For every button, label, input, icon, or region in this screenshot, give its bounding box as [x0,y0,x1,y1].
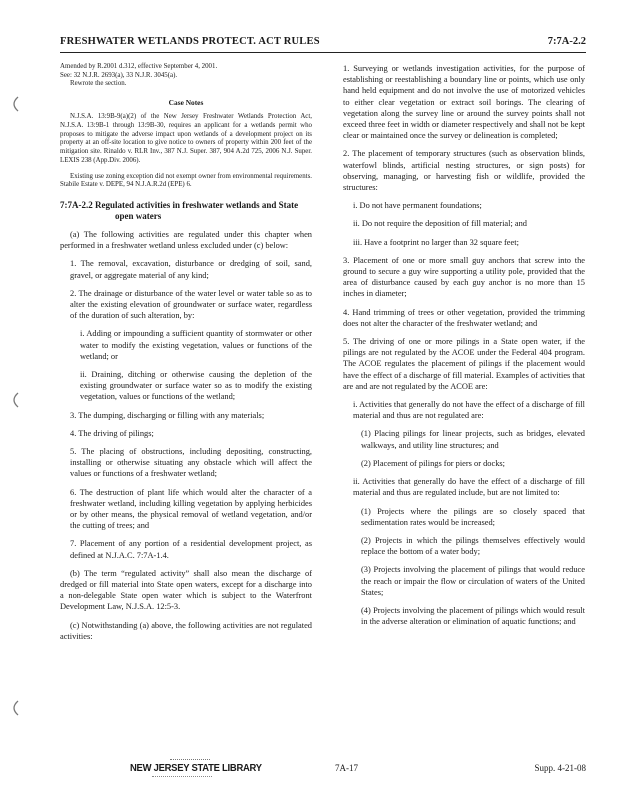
list-item: 3. Placement of one or more small guy anchors that screw into the ground to secure a guy wire supporting a utility pole, provided that the area of disturbance caused by each guy anchor is no more than 15 inches in diameter; [343,255,585,299]
list-subsubitem: (1) Placing pilings for linear projects, such as bridges, elevated walkways, and utility line structures; and [361,429,585,450]
list-subitem: ii. Do not require the deposition of fill material; and [353,219,527,229]
paragraph-c: (c) Notwithstanding (a) above, the following activities are not regulated activities: [60,620,312,641]
list-item: 3. The dumping, discharging or filling with any materials; [70,410,265,420]
list-subitem: i. Do not have permanent foundations; [353,201,482,211]
list-subsubitem: (2) Placement of pilings for piers or docks; [361,458,505,468]
paragraph-b: (b) The term “regulated activity” shall also mean the discharge of dredged or fill material into State open waters, except for a discharge into a non-delegable State open water which is subject to the Waterfront Development Law, N.J.S.A. 12:5-3. [60,568,312,612]
section-heading: 7:7A-2.2 Regulated activities in freshwater wetlands and State open waters [60,199,299,221]
list-subsubitem: (2) Projects in which the pilings themselves effectively would replace the bottom of a water body; [361,535,585,557]
list-item: 1. Surveying or wetlands investigation activities, for the purpose of establishing or reestablishing a boundary line or points, which use only hand held equipment and do not involve the use of motorized vehicles to either clear vegetation or extract soil borings. The clearing of vegetation along the survey line or around the survey points shall not exceed three feet in width or diameter respectively and shall not be kept clear or maintained once the survey or delineation is completed; [343,64,585,141]
page-number: 7A-17 [335,763,358,773]
list-item: 4. Hand trimming of trees or other vegetation, provided the trimming does not alter the character of the freshwater wetland; and [343,307,585,328]
right-column [333,63,585,634]
running-header [60,34,586,53]
library-stamp-decoration [152,776,212,781]
history-line: Rewrote the section. [70,80,127,88]
header-section-number: 7:7A-2.2 [547,36,586,47]
case-notes-heading: Case Notes [168,98,204,108]
case-note: Existing use zoning exception did not exempt owner from environmental requirements. Stabile Estate v. DEPE, 94 N.J.A.R.2d (EPE) 6. [60,172,312,189]
punch-hole-mark [8,96,20,112]
list-item: 7. Placement of any portion of a residential development project, as defined at N.J.A.C. 7:7A-1.4. [70,539,312,560]
header-title: FRESHWATER WETLANDS PROTECT. ACT RULES [60,36,320,47]
library-stamp: NEW JERSEY STATE LIBRARY [130,762,262,774]
punch-hole-mark [8,392,20,408]
case-note: N.J.S.A. 13:9B-9(a)(2) of the New Jersey Freshwater Wetlands Protection Act, N.J.S.A. 13:9B-1 through 13:9B-30, requires an applicant for a wetlands permit who proposes to mitigate the adverse impact upon wetlands of a development project on its property at an off-site location to give notice to owners of property within 200 feet of the mitigation site. Rinaldo v. RLR Inv., 387 N.J. Super. 387, 904 A.2d 725, 2006 N.J. Super. LEXIS 238 (App.Div. 2006). [60,113,312,164]
list-item: 6. The destruction of plant life which would alter the character of a freshwater wetland, including killing vegetation by applying herbicides or by other means, the physical removal of wetland vegetation, and/or the cutting of trees; and [70,487,312,531]
amendment-history [60,63,312,89]
list-item: 1. The removal, excavation, disturbance or dredging of soil, sand, gravel, or aggregate material of any kind; [70,259,312,280]
list-subitem: ii. Activities that generally do have the effect of a discharge of fill material and thus are regulated include, but are not limited to: [353,477,585,498]
history-line: See: 32 N.J.R. 2693(a), 33 N.J.R. 3045(a). [60,71,178,79]
left-column [60,63,312,649]
list-item: 5. The driving of one or more pilings in a State open water, if the pilings are not regulated by the ACOE under the Federal 404 program. The ACOE regulates the placement of pilings if the placement would have the effect of a discharge of fill material. Examples of activities that are and are not regulated by the ACOE are: [343,337,585,391]
list-item: 5. The placing of obstructions, including depositing, constructing, installing or otherwise situating any obstacle which will affect the values or functions of a freshwater wetland; [70,446,312,479]
page-footer [60,762,586,786]
library-stamp-decoration [170,753,210,760]
list-subsubitem: (3) Projects involving the placement of pilings that would reduce the reach or impair the flow or circulation of waters of the United States; [361,565,585,597]
paragraph-a: (a) The following activities are regulated under this chapter when performed in a freshwater wetland unless excluded under (c) below: [60,229,312,251]
punch-hole-mark [8,700,20,716]
supplement-date: Supp. 4-21-08 [534,763,586,773]
list-item: 4. The driving of pilings; [70,428,154,438]
list-subitem: ii. Draining, ditching or otherwise causing the depletion of the existing groundwater or surface water so as to modify the existing vegetation, values or functions of the wetland; [80,369,312,402]
list-item: 2. The placement of temporary structures (such as observation blinds, waterfowl blinds, artificial nesting structures, or sign posts) for observing, managing, or harvesting fish or wildlife, provided the structures: [343,149,585,193]
list-subsubitem: (4) Projects involving the placement of pilings which would result in the adverse alteration or elimination of aquatic functions; and [361,605,585,627]
list-item: 2. The drainage or disturbance of the water level or water table so as to alter the existing elevation of groundwater or surface water, regardless of the duration of such alteration, by: [70,288,312,321]
list-subsubitem: (1) Projects where the pilings are so closely spaced that sedimentation rates would be increased; [361,506,585,527]
list-subitem: i. Adding or impounding a sufficient quantity of stormwater or other water to modify the existing vegetation, values or functions of the wetland; or [80,329,312,361]
history-line: Amended by R.2001 d.312, effective September 4, 2001. [60,63,218,70]
list-subitem: iii. Have a footprint no larger than 32 square feet; [353,237,519,247]
list-subitem: i. Activities that generally do not have the effect of a discharge of fill material and thus are not regulated are: [353,400,585,421]
